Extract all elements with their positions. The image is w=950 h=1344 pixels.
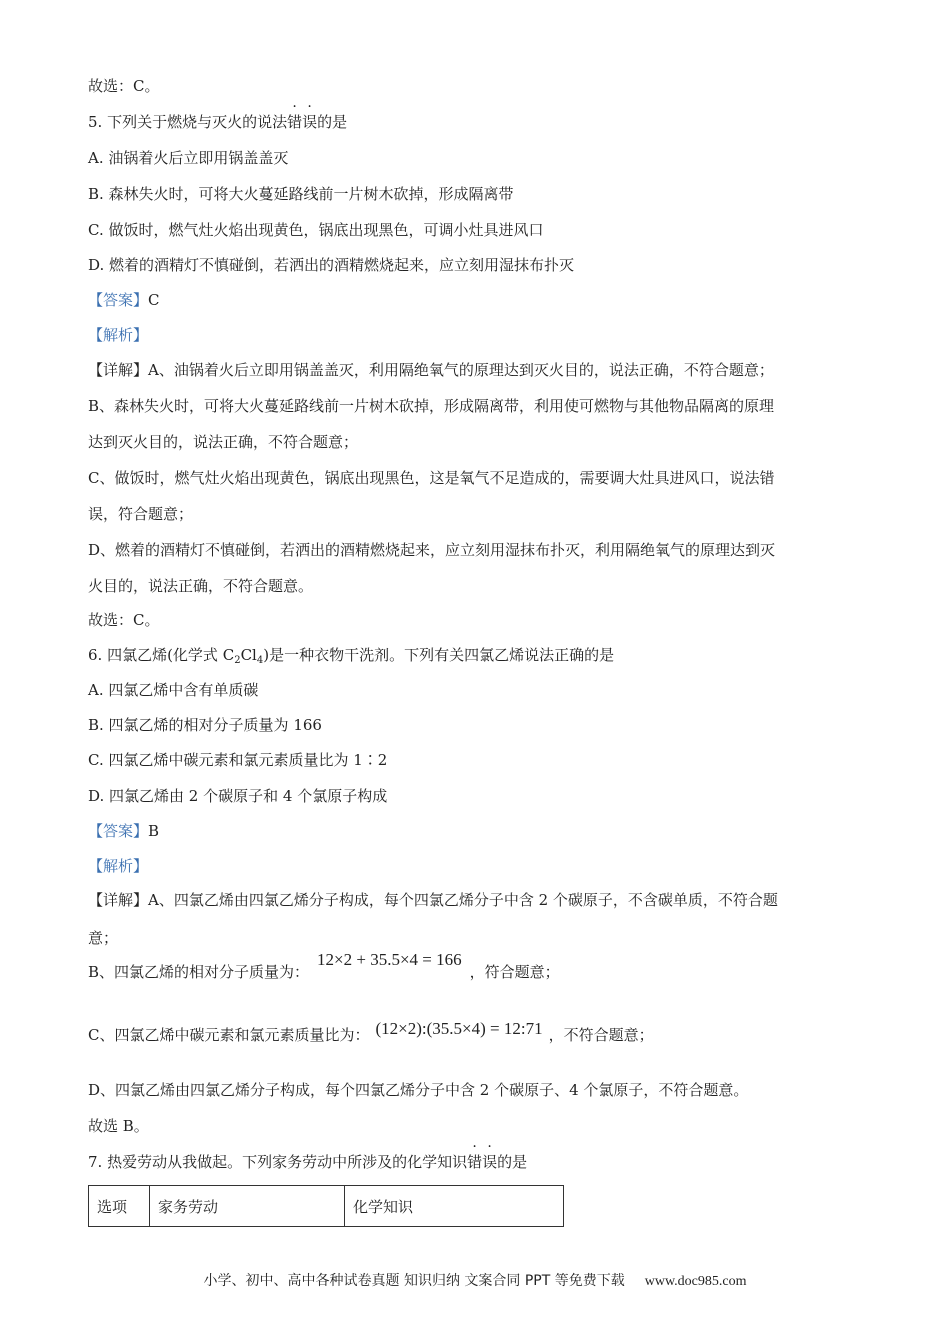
stem-text: Cl	[240, 646, 257, 664]
footer-link[interactable]: www.doc985.com	[644, 1274, 747, 1289]
page-footer	[0, 1270, 950, 1290]
answer-tag: 【答案】	[88, 291, 149, 309]
table-header-cell: 化学知识	[345, 1186, 564, 1227]
emphasis-char: 错	[287, 113, 303, 131]
detail-line: D、四氯乙烯由四氯乙烯分子构成，每个四氯乙烯分子中含 2 个碳原子、4 个氯原子，不符合题意。	[88, 1081, 749, 1099]
answer-row	[88, 290, 160, 310]
option-a: A. 四氯乙烯中含有单质碳	[88, 681, 259, 699]
detail-line: B、森林失火时，可将大火蔓延路线前一片树木砍掉，形成隔离带，利用使可燃物与其他物品隔离的原理	[88, 397, 775, 415]
answer-value: B	[148, 822, 160, 840]
question-6-stem	[88, 645, 614, 671]
answer-line: 故选：C。	[88, 611, 160, 629]
stem-text: 7. 热爱劳动从我做起。下列家务劳动中所涉及的化学知识	[88, 1153, 468, 1171]
emphasis-char: 错	[467, 1153, 483, 1171]
answer-tag: 【答案】	[88, 822, 149, 840]
answer-line: 故选 B。	[88, 1117, 149, 1135]
table-row	[89, 1186, 564, 1227]
option-a: A. 油锅着火后立即用锅盖盖灭	[88, 149, 289, 167]
formula-line	[88, 950, 560, 982]
emphasis-char: 误	[302, 113, 318, 131]
detail-text: B、四氯乙烯的相对分子质量为：	[88, 963, 310, 981]
stem-text: 5. 下列关于燃烧与灭火的说法	[88, 113, 288, 131]
detail-line: C、做饭时，燃气灶火焰出现黄色，锅底出现黑色，这是氧气不足造成的，需要调大灶具进风口，说法错	[88, 469, 775, 487]
formula: (12×2):(35.5×4) = 12:71	[375, 1019, 543, 1038]
detail-line: 达到灭火目的，说法正确，不符合题意；	[88, 433, 359, 451]
option-c: C. 做饭时，燃气灶火焰出现黄色，锅底出现黑色，可调小灶具进风口	[88, 221, 544, 239]
footer-text: 小学、初中、高中各种试卷真题 知识归纳 文案合同 PPT 等免费下载	[203, 1273, 625, 1289]
stem-text: 的是	[317, 113, 348, 131]
stem-text: )是一种衣物干洗剂。下列有关四氯乙烯说法正确的是	[263, 646, 615, 664]
answer-line: 故选：C。	[88, 77, 160, 95]
answer-row	[88, 821, 159, 841]
option-b: B. 四氯乙烯的相对分子质量为 166	[88, 716, 322, 734]
subscript: 4	[256, 655, 264, 666]
question-7-stem	[88, 1152, 527, 1172]
detail-line: D、燃着的酒精灯不慎碰倒，若洒出的酒精燃烧起来，应立刻用湿抹布扑灭，利用隔绝氧气的原理达到灭	[88, 541, 776, 559]
table-header-cell: 选项	[89, 1186, 150, 1227]
detail-line: 【详解】A、四氯乙烯由四氯乙烯分子构成，每个四氯乙烯分子中含 2 个碳原子，不含碳单质，不符合题	[88, 891, 778, 909]
analysis-tag: 【解析】	[88, 857, 149, 875]
formula-line	[88, 1019, 654, 1045]
stem-text: 的是	[497, 1153, 528, 1171]
detail-line: 火目的，说法正确，不符合题意。	[88, 577, 314, 595]
table-header-cell: 家务劳动	[150, 1186, 345, 1227]
stem-text: 6. 四氯乙烯(化学式 C	[88, 646, 235, 664]
options-table	[88, 1185, 564, 1227]
detail-text: C、四氯乙烯中碳元素和氯元素质量比为：	[88, 1026, 370, 1044]
detail-line: 意；	[88, 929, 119, 947]
answer-value: C	[148, 291, 160, 309]
detail-line: 【详解】A、油锅着火后立即用锅盖盖灭，利用隔绝氧气的原理达到灭火目的，说法正确，不符合题意；	[88, 361, 774, 379]
analysis-tag: 【解析】	[88, 326, 149, 344]
formula: 12×2 + 35.5×4 = 166	[317, 950, 462, 969]
question-5-stem	[88, 112, 347, 132]
subscript: 2	[234, 655, 241, 666]
detail-line: 误，符合题意；	[88, 505, 194, 523]
option-c: C. 四氯乙烯中碳元素和氯元素质量比为 1∶2	[88, 751, 388, 769]
option-d: D. 燃着的酒精灯不慎碰倒，若洒出的酒精燃烧起来，应立刻用湿抹布扑灭	[88, 256, 575, 274]
option-b: B. 森林失火时，可将大火蔓延路线前一片树木砍掉，形成隔离带	[88, 185, 514, 203]
detail-text: ，不符合题意；	[548, 1026, 654, 1044]
option-d: D. 四氯乙烯由 2 个碳原子和 4 个氯原子构成	[88, 787, 388, 805]
detail-text: ，符合题意；	[469, 963, 560, 981]
emphasis-char: 误	[482, 1153, 498, 1171]
